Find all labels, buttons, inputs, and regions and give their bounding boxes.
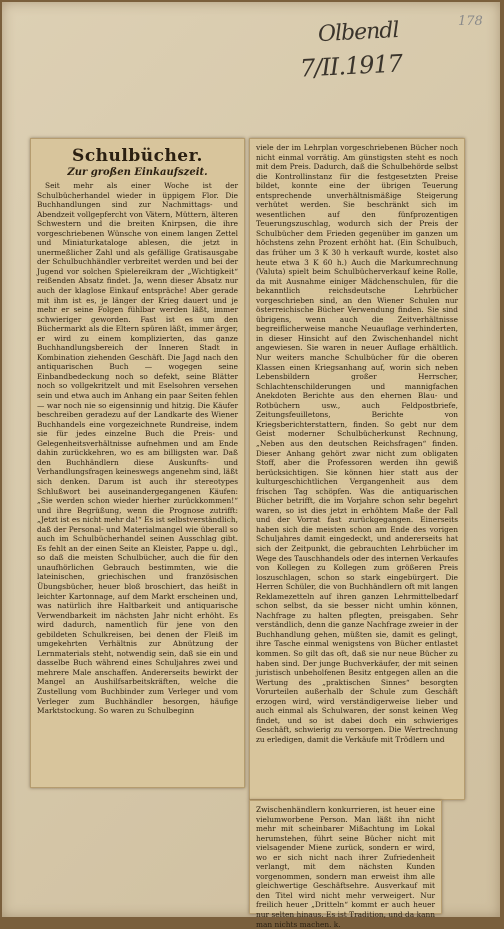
handwritten-date: 7/II.1917 [299, 49, 403, 83]
column-1-text: Seit mehr als einer Woche ist der Schulbücherhandel wieder in üppigem Flor. Die Buchhandlungen sind zur Nachmittags- und Abendzeit vollgepfercht von Vätern, Müttern, älteren Schwestern und die breiten Knirpsen, die ihre vorgeschriebenen Wünsche von einem langen Zettel und Miniaturkataloge ablesen, die jetzt in unermeßlicher Zahl und als gefällige Gratisausgabe der Schulbuchhändler verbreitet werden und bei der Jugend vor solchen Spielereikram der „Wichtigkeit“ reißenden Absatz findet. Ja, wenn dieser Absatz nur auch der klaglose Einkauf entspräche! Aber gerade mit ihm ist es, je länger der Krieg dauert und je mehr er seine Folgen fühlbar werden läßt, immer schwieriger geworden. Fast ist es um den Büchermarkt als die Eltern spüren läßt, immer ärger, er wird zu einem komplizierten, das ganze Buchhandlungsbereich der Inneren Stadt in Kombination ziehenden Geschäft. Die Jagd nach den antiquarischen Buch — wogegen seine Einbandbedeckung noch so defekt, seine Blätter noch so vollgekritzelt und mit Eselsohren versehen sein und etwa auch im Anhang ein paar Seiten fehlen — war noch nie so eigensinnig und hitzig. Die Käufer beschreiben geradezu auf der Landkarte des Wiener Buchhandels eine vorgezeichnete Rundreise, indem sie für jedes einzelne Buch die Preis- und Gelegenheitsverhältnisse aufnehmen und am Ende dahin zurückkehren, wo es am billigsten war. Daß den Buchhändlern diese Auskunfts- und Verhandlungsfragen keineswegs angenehm sind, läßt sich denken. Darum ist auch ihr stereotypes Schlußwort bei auseinandergegangenen Käufen: „Sie werden schon wieder hierher zurückkommen!“ und ihre Begrüßung, wenn die Prognose zutrifft: „Jetzt ist es nicht mehr da!“ Es ist selbstverständlich, daß der Personal- und Materialmangel wie überall so auch im Schulbücherhandel seinen Ausschlag gibt. Es fehlt an der einen Seite an Kleister, Pappe u. dgl., so daß die meisten Schulbücher, auch die für den unaufhörlichen Gebrauch bestimmten, wie die lateinischen, griechischen und französischen Übungsbücher, heuer bloß broschiert, das heißt in leichter Kartonnage, auf dem Markt erscheinen und, was natürlich ihre Haltbarkeit und antiquarische Verwendbarkeit im nächsten Jahr nicht erhöht. Es wird dadurch, namentlich für jene von den gebildeten Schulkreisen, bei denen der Fleiß im umgekehrten Verhältnis zur Abnützung der Lernmaterials steht, notwendig sein, daß sie ein und dasselbe Buch während eines Schuljahres zwei und mehrere Male anschaffen. Andererseits bewirkt der Mangel an Aushilfsarbeitskräften, welche die Zustellung vom Buchbinder zum Verleger und vom Verleger zum Buchhändler besorgen, häufige Marktstockung. So waren zu Schulbeginn [37, 181, 238, 716]
handwritten-name: Olbendl [317, 17, 400, 48]
article-headline: Schulbücher. [72, 146, 203, 166]
column-2-continued-text: Zwischenhändlern konkurrieren, ist heuer eine vielumworbene Person. Man läßt ihn nicht mehr mit scheinbarer Mißachtung im Lokal herumstehen, führt seine Bücher nicht mit vielsagender Miene zurück, sondern er wird, wo er sich nicht nach ihrer Zufriedenheit verlangt, mit dem nächsten Kunden vorgenommen, sondern man erweist ihm alle gleichwertige Geschäftsehre. Ausverkauf mit den Titel wird nicht mehr verweigert. Nur freilich heuer „Dritteln“ kommt er auch heuer nur selten hinaus. Es ist Tradition, und da kann man nichts machen. k. [256, 805, 435, 929]
archive-sheet [2, 2, 500, 929]
article-column-2 [256, 143, 458, 744]
article-column-1 [37, 181, 238, 716]
article-subheadline: Zur großen Einkaufszeit. [67, 167, 208, 178]
clipping-right-column [249, 138, 465, 800]
column-2-text: viele der im Lehrplan vorgeschriebenen Bücher noch nicht einmal vorrätig. Am günstigsten steht es noch mit dem Preis. Dadurch, daß die Schulbehörde selbst die Kontrollinstanz für die festgesetzten Preise bildet, konnte eine der übrigen Teuerung entsprechende unverhältnismäßige Steigerung verhütet werden. Sie beschränkt sich im wesentlichen auf den fünfprozentigen Teuerungszuschlag, wodurch sich der Preis der Schulbücher dem Frieden gegenüber im ganzen um höchstens zehn Prozent erhöht hat. (Ein Schulbuch, das früher um 3 K 30 h verkauft wurde, kostet also heute etwa 3 K 60 h.) Auch die Markumrechnung (Valuta) spielt beim Schulbücherverkauf keine Rolle, da mit Ausnahme einiger Mädchenschulen, für die bekanntlich reichsdeutsche Lehrbücher vorgeschrieben sind, an den Wiener Schulen nur österreichische Bücher Verwendung finden. Sie sind übrigens, wenn auch die Zeitverhältnisse begreiflicherweise manche Neuauflage verhinderten, in dieser Hinsicht auf den Zwischenhandel nicht angewiesen. Sie waren in neuer Auflage erhältlich. Nur weiters manche Schulbücher für die oberen Klassen einen Kriegsanhang auf, worin sich neben Lebensbildern großer Herrscher, Schlachtenschilderungen und mannigfachen Anekdoten Berichte aus den ehernen Blau- und Rotbüchern usw., auch Feldpostbriefe, Zeitungsfeuilletons, Berichte von Kriegsberichterstattern, finden. So gebt nur dem Geist moderner Schulbücherkunst Rechnung, „Neben aus den deutschen Reichsfragen“ finden. Dieser Anhang gehört zwar nicht zum obligaten Stoff, aber die Professoren werden ihn gewiß berücksichtigen. Sie können hier statt aus der kulturgeschichtlichen Vergangenheit aus dem frischen Tag schöpfen. Was die antiquarischen Bücher betrifft, die im Vorjahre schon sehr begehrt waren, so ist dies jetzt in erhöhtem Maße der Fall und der Vorrat fast zurückgegangen. Einerseits haben sich die meisten schon am Ende des vorigen Schuljahres damit eingedeckt, und andererseits hat sich der Zeitpunkt, die gebrauchten Lehrbücher im Wege des Tauschhandels oder des internen Verkaufes von Kollegen zu Kollegen zum größeren Preis loszuschlagen, schon so stark eingebürgert. Die Herren Schüler, die von Buchhändlern oft mit langen Reklamezetteln auf ihren ganzen Lehrmittelbedarf schon selbst, da sie besser nicht umhin können, Nachfrage zu halten pflegten, preisgaben. Sehr verständlich, denn die ganze Nachfrage zweier in der Buchhandlung gehen, müßten sie, damit es gelingt, ihre Tasche einmal wenigstens von Bücher entlastet kommen. So gilt das oft, daß sie nur neue Bücher zu haben sind. Der junge Buchverkäufer, der mit seinen juristisch unbeholfenen Besitz entgegen allen an die Wertung des „praktischen Sinnes“ besorgten Vorurteilen außerhalb der Schule zum Geschäft erzogen wird, wird verständigerweise lieber und auch einmal als Schulwaren, der sonst keinen Weg findet, und so ist dabei doch ein schwieriges Geschäft, schwierig zu versorgen. Die Wertrechnung zu erledigen, damit die Verkäufe mit Trödlern und [256, 143, 458, 744]
article-column-2-continued [256, 805, 435, 929]
handwritten-page-number: 178 [458, 14, 483, 29]
clipping-left-column [30, 138, 245, 788]
clipping-right-continuation [249, 800, 442, 929]
